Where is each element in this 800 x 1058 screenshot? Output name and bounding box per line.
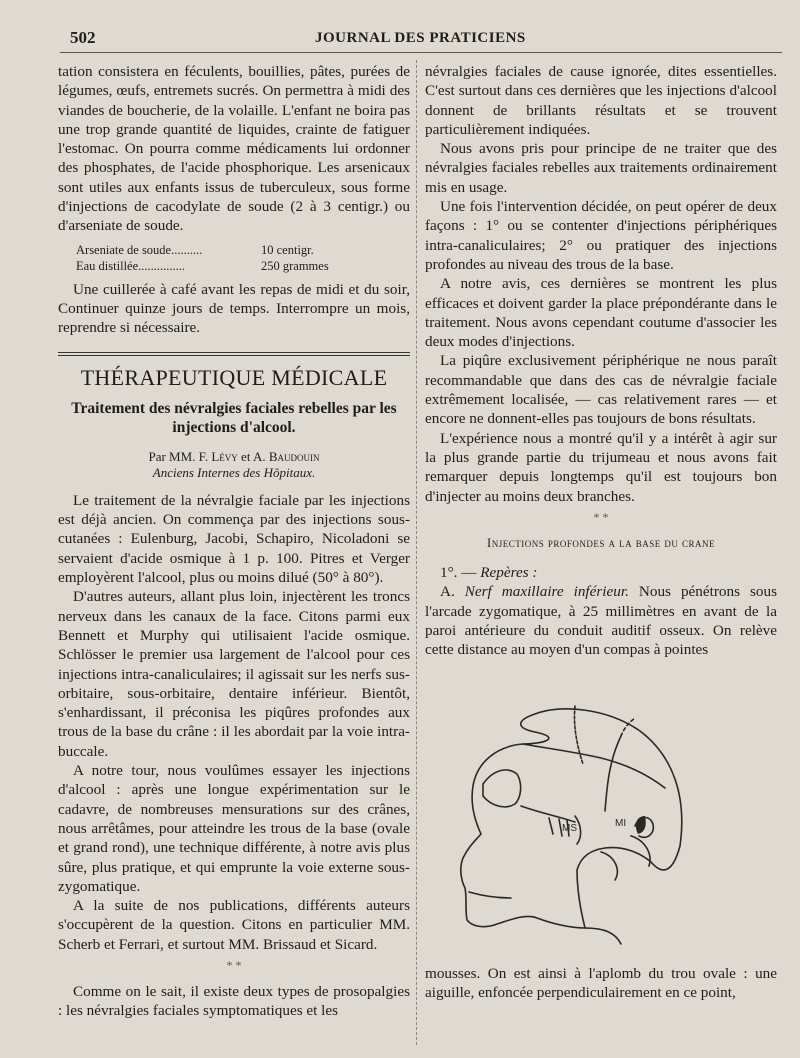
article-title: Traitement des névralgies faciales rebelles par les injections d'alcool. xyxy=(71,399,397,436)
page-header xyxy=(60,24,782,53)
byline xyxy=(58,449,410,465)
left-column xyxy=(58,62,410,1021)
table-row xyxy=(76,242,410,258)
ingredient: Eau distillée............... xyxy=(76,258,186,273)
page-number: 502 xyxy=(70,28,96,47)
paragraph: mousses. On est ainsi à l'aplomb du trou ovale : une aiguille, enfoncée perpendiculairement en ce point, xyxy=(425,964,777,1001)
figure-label-ms: MS xyxy=(562,822,577,834)
paragraph: La piqûre exclusivement périphérique ne nous paraît recommandable que dans des cas de névralgie faciale extrêmement localisée, — cas relativement rares — et encore ne donnent-elles pas toujours de bons résultats. xyxy=(425,352,777,428)
author-name: Baudouin xyxy=(268,448,320,464)
skull-illustration xyxy=(425,666,777,956)
author-affiliation: Anciens Internes des Hôpitaux. xyxy=(152,464,316,480)
right-column xyxy=(425,62,777,1002)
paragraph: Une fois l'intervention décidée, on peut opérer de deux façons : 1° ou se contenter d'injections périphériques intra-canaliculaires; 2° ou pratiquer des injections profondes au niveau des trous de la base. xyxy=(425,198,777,273)
section-rule xyxy=(58,355,410,356)
reperes-number: 1°. — xyxy=(440,564,481,582)
paragraph: Comme on le sait, il existe deux types de prosopalgies : les névralgies faciales symptomatiques et les xyxy=(58,982,410,1020)
paragraph: D'autres auteurs, allant plus loin, injectèrent les troncs nerveux dans les canaux de la face. Citons parmi eux Bennett et Murphy qui utilisaient l'acide osmique. Schlösser le premier usa largement de l'alcool pour ces injections intra-canaliculaires; il agissait sur les nerfs sus-orbitaire, sous-orbitaire, dentaire inférieur. Bientôt, s'enhardissant, il préconisa les piqûres profondes aux trous de la base du crâne : il les abordait par la voie intra-buccale. xyxy=(58,588,410,760)
paragraph: A notre avis, ces dernières se montrent les plus efficaces et doivent garder la place prépondérante dans le traitement. Nous avons cependant coutume d'associer les deux modes d'injections. xyxy=(425,275,777,351)
paragraph xyxy=(425,582,777,659)
byline-text: Par MM. F. xyxy=(148,448,212,464)
ingredient: Arseniate de soude.......... xyxy=(76,242,203,257)
quantity: 10 centigr. xyxy=(261,242,314,257)
reperes-label: Repères : xyxy=(480,564,538,582)
jaw-line xyxy=(469,892,511,898)
skull-figure xyxy=(425,666,777,956)
section-rule xyxy=(58,352,410,353)
needle-line xyxy=(605,736,621,811)
paragraph: L'expérience nous a montré qu'il y a intérêt à agir sur la plus grande partie du trijumeau et nous avons fait remarquer depuis longtemps qu'il est toujours bon d'injecter au moins deux branches. xyxy=(425,429,777,505)
paragraph: Une cuillerée à café avant les repas de midi et du soir, Continuer quinze jours de temps. Interrompre un mois, reprendre si nécessaire. xyxy=(58,280,410,337)
figure-label-mi: MI xyxy=(615,817,627,829)
mandible-ramus xyxy=(585,928,621,944)
cranial-suture xyxy=(523,744,665,788)
orbit xyxy=(483,770,521,807)
table-row xyxy=(76,258,410,274)
subsection-heading: Injections profondes a la base du crane xyxy=(487,535,715,550)
journal-title: JOURNAL DES PRATICIENS xyxy=(315,30,526,46)
paragraph-lead: A. xyxy=(440,583,465,601)
paragraph-text: Nous pénétrons sous l'arcade zygomatique, à 25 millimètres en avant de la paroi antérieure du conduit auditif osseux. On relève cette distance au moyen d'un compas à pointes xyxy=(425,583,778,659)
paragraph: névralgies faciales de cause ignorée, dites essentielles. C'est surtout dans ces dernières que les injections d'alcool donnent de brillants résultats et se trouvent particulièrement indiquées. xyxy=(425,63,777,138)
paragraph: tation consistera en féculents, bouillies, pâtes, purées de légumes, œufs, entremets sucrés. On permettra à midi des viandes de boucherie, de la volaille. L'enfant ne boira pas une trop grande quantité de liquides, crainte de fatiguer l'estomac. On pourra comme médicaments lui ordonner des phosphates, de l'acide phosphorique. Les arsenicaux sont utiles aux enfants issus de tuberculeux, sous forme d'injections de cacodylate de soude (2 à 3 centigr.) ou d'arseniate de soude. xyxy=(58,63,410,235)
coronal-suture xyxy=(574,706,583,764)
section-title: THÉRAPEUTIQUE MÉDICALE xyxy=(80,364,388,390)
column-divider xyxy=(416,60,417,1045)
asterism: * * xyxy=(226,957,242,972)
asterism: * * xyxy=(593,509,609,524)
reperes-heading xyxy=(425,563,777,582)
paragraph: Le traitement de la névralgie faciale par les injections est déjà ancien. On commença par des injections sous-cutanées : Eulenburg, Jacobi, Schapiro, Nicoladoni se servaient d'acide osmique à 1 p. 100. Pitres et Verger employèrent l'alcool, plus ou moins dilué (50° à 80°). xyxy=(58,491,410,587)
byline-text: et A. xyxy=(237,448,269,464)
prescription-table xyxy=(76,242,410,274)
nerve-name: Nerf maxillaire inférieur. xyxy=(464,583,629,601)
paragraph: Nous avons pris pour principe de ne traiter que des névralgies faciales rebelles aux traitements ordinairement mis en usage. xyxy=(425,140,777,196)
mi-marker xyxy=(636,816,646,834)
paragraph: A la suite de nos publications, différents auteurs s'occupèrent de la question. Citons en particulier MM. Scherb et Ferrari, et surtout MM. Brissaud et Sicard. xyxy=(58,897,410,953)
quantity: 250 grammes xyxy=(261,258,329,273)
neck-outline xyxy=(601,852,617,880)
paragraph: A notre tour, nous voulûmes essayer les injections d'alcool : après une longue expérimentation sur le cadavre, de nombreuses mensurations sur des crânes, nous arrêtâmes, pour atteindre les trous de la base (ovale et grand rond), une technique différente, à notre avis plus sûre, plus pratique, et qui emprunte la voie externe sous-zygomatique. xyxy=(58,762,410,895)
author-name: Lévy xyxy=(211,448,238,464)
